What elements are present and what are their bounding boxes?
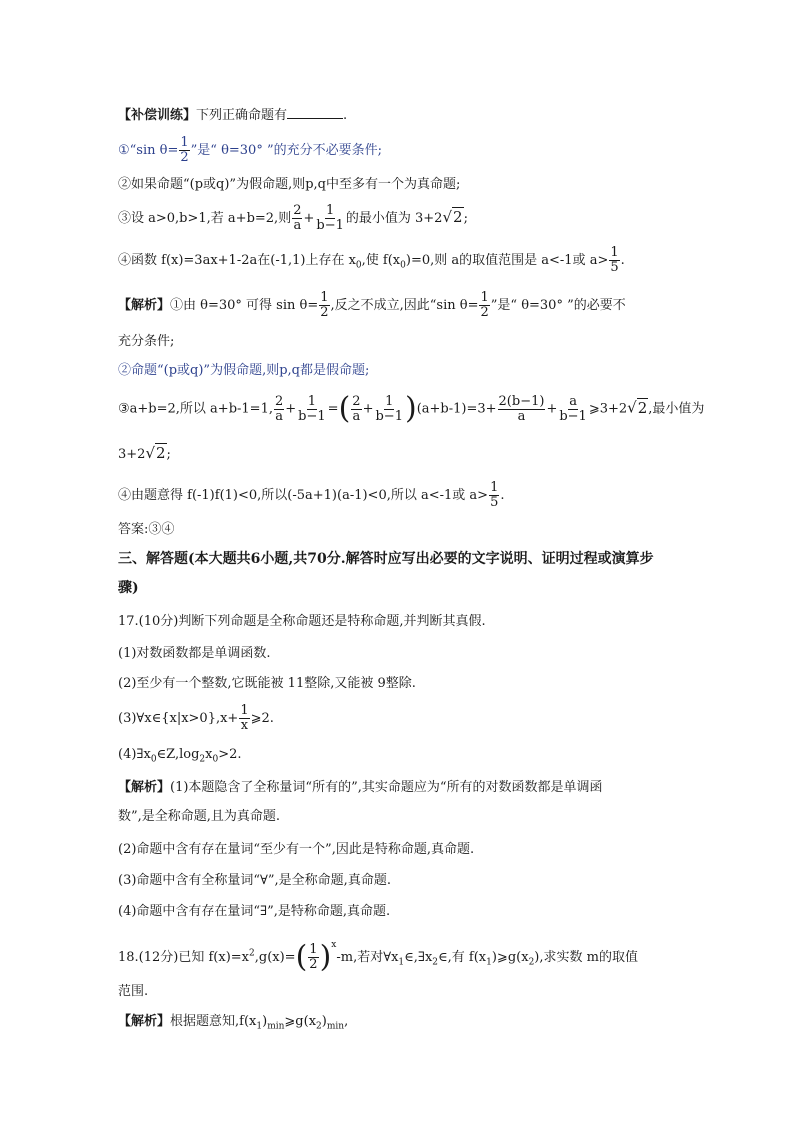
section-header-cont: 骤) bbox=[118, 580, 139, 596]
q17-solution-1-cont: 数”,是全称命题,且为真命题. bbox=[118, 809, 281, 824]
q17-stem: 17.(10分)判断下列命题是全称命题还是特称命题,并判断其真假. bbox=[118, 614, 486, 629]
practice-title-line: 【补偿训练】下列正确命题有 . bbox=[118, 108, 348, 123]
sqrt-symbol: √2 bbox=[442, 208, 463, 226]
section-header: 三、解答题(本大题共6小题,共70分.解答时应写出必要的文字说明、证明过程或演算步 bbox=[118, 551, 654, 567]
analysis-line-3: ②命题“(p或q)”为假命题,则p,q都是假命题; bbox=[118, 363, 370, 378]
q18-stem-cont: 范围. bbox=[118, 984, 149, 999]
practice-title: 【补偿训练】 bbox=[118, 108, 197, 123]
practice-item-4: ④函数 f(x)=3ax+1-2a在(-1,1)上存在 $x_0$,使 $f(x_0)=0$,则 a的取值范围是 a<-1或 a> $\frac{1}{5}$ . bbox=[118, 245, 625, 275]
answer-line: 答案:③④ bbox=[118, 522, 175, 537]
q17-part-3: (3)∀x∈{x|x>0},x+ $\frac{1}{x}$ ⩾2. bbox=[118, 703, 274, 733]
practice-item-3: ③设 a>0,b>1,若 a+b=2,则 $\frac{2}{a}$ + $\frac{1}{b-1}$ 的最小值为 3+2√2; bbox=[118, 203, 468, 233]
analysis-line-5: 3+2√2; bbox=[118, 444, 171, 462]
analysis-label: 【解析】 bbox=[118, 298, 171, 313]
analysis-line-6: ④由题意得 f(-1)f(1)<0,所以(-5a+1)(a-1)<0,所以 a<-1或 a> $\frac{1}{5}$ . bbox=[118, 480, 505, 510]
q17-solution-4: (4)命题中含有存在量词“∃”,是特称命题,真命题. bbox=[118, 904, 391, 919]
q17-solution-1: 【解析】(1)本题隐含了全称量词“所有的”,其实命题应为“所有的对数函数都是单调函 bbox=[118, 780, 603, 795]
analysis-line-2: 充分条件; bbox=[118, 334, 175, 349]
q17-part-4: $(4)\exists x_0\in Z,\log_2x_0>2$. bbox=[118, 747, 242, 765]
fraction: $\frac{1}{2}$ bbox=[180, 135, 189, 165]
q17-part-2: (2)至少有一个整数,它既能被 11整除,又能被 9整除. bbox=[118, 676, 416, 691]
q18-stem: 18.(12分)已知 $f(x)=x^2,g(x)=$( $\frac{1}{2}$ )$^x$-m,若对$\forall x_1\in,\exists x_2\in$,有 $f(x_1)⩾g(x_2)$,求实数 m的取值 bbox=[118, 939, 638, 975]
q18-solution: 【解析】根据题意知$,f(x_1)_{min}⩾g(x_2)_{min}$, bbox=[118, 1014, 349, 1032]
q17-solution-3: (3)命题中含有全称量词“∀”,是全称命题,真命题. bbox=[118, 873, 391, 888]
practice-item-2: ②如果命题“(p或q)”为假命题,则p,q中至多有一个为真命题; bbox=[118, 177, 461, 192]
analysis-line-4: ③a+b=2,所以 a+b-1=1, $\frac{2}{a}$ + $\frac{1}{b-1}$ =( $\frac{2}{a}$ + $\frac{1}{b-1}$ )(a+b-1)=3+ $\frac{2(b-1)}{a}$ + $\frac{a}{b-1}$ ⩾3+2√2,最小值为 bbox=[118, 391, 705, 426]
analysis-line-1: 【解析】①由 θ=30° 可得 sin θ= $\frac{1}{2}$ ,反之不成立,因此“sin θ= $\frac{1}{2}$ ”是“ θ=30° ”的必要不 bbox=[118, 290, 626, 320]
practice-item-1: ①“sin θ= $\frac{1}{2}$ ”是“ θ=30° ”的充分不必要条件; bbox=[118, 135, 382, 165]
q17-solution-2: (2)命题中含有存在量词“至少有一个”,因此是特称命题,真命题. bbox=[118, 842, 475, 857]
q17-part-1: (1)对数函数都是单调函数. bbox=[118, 646, 271, 661]
answer-blank bbox=[287, 106, 343, 119]
